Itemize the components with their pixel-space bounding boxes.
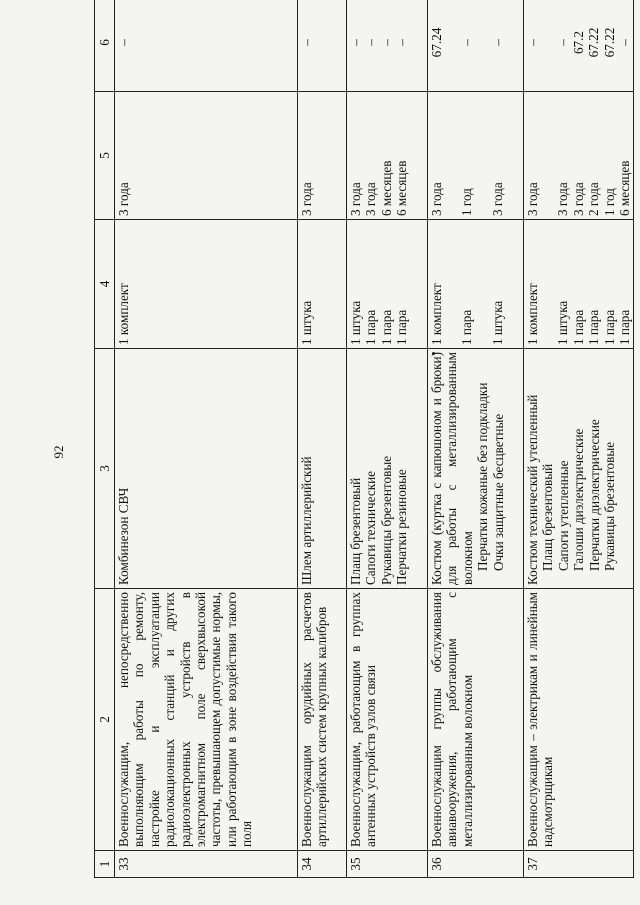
item-name: Очки защитные бесцветные bbox=[490, 413, 506, 571]
item-qty: 1 штука bbox=[348, 300, 363, 345]
item-name: Перчатки диэлектрические bbox=[586, 419, 602, 571]
item-col6: 67.2 bbox=[570, 30, 586, 55]
header-col-3: 3 bbox=[95, 349, 115, 589]
row-description: Военнослужащим, непосредственно выполняющим работы по ремонту, настройке и эксплуатации радиолокационных станций и других радиоэлектронных устройств в электромагнитном поле сверхвысокой частоты, превышающем допустимые нормы, или работающим в зоне воздействия такого поля bbox=[115, 589, 298, 851]
row-number: 36 bbox=[428, 851, 524, 878]
spacer bbox=[475, 223, 490, 345]
qty-cell bbox=[347, 220, 428, 349]
item-term: 1 год bbox=[459, 188, 475, 216]
item-col6: – bbox=[489, 39, 505, 46]
qty-cell bbox=[298, 220, 347, 349]
item-col6: – bbox=[394, 39, 410, 46]
item-term: 3 года bbox=[489, 182, 505, 216]
item-col6: 67.24 bbox=[429, 27, 444, 58]
row-description: Военнослужащим – электрикам и линейным надсмотрщикам bbox=[524, 589, 634, 851]
item-cell bbox=[115, 349, 298, 589]
table-row bbox=[428, 0, 524, 878]
term-cell bbox=[298, 92, 347, 220]
item-term: 6 месяцев bbox=[378, 160, 394, 216]
item-name: Рукавицы брезентовые bbox=[602, 441, 618, 571]
row-description: Военнослужащим орудийных расчетов артиллерийских систем крупных калибров bbox=[298, 589, 347, 851]
col6-cell bbox=[428, 0, 524, 92]
item-name: Шлем артиллерийский bbox=[299, 456, 314, 585]
item-cell bbox=[347, 349, 428, 589]
row-number: 34 bbox=[298, 851, 347, 878]
spacer bbox=[540, 95, 555, 216]
item-qty: 1 штука bbox=[489, 300, 505, 345]
item-col6: – bbox=[348, 39, 363, 46]
term-cell bbox=[428, 92, 524, 220]
item-term: 3 года bbox=[555, 182, 571, 216]
spacer bbox=[444, 95, 459, 216]
table-row bbox=[298, 0, 347, 878]
item-qty: 1 комплект bbox=[116, 283, 131, 345]
table-row bbox=[115, 0, 298, 878]
term-cell bbox=[524, 92, 634, 220]
item-name: Сапоги утепленные bbox=[555, 460, 571, 571]
item-col6: – bbox=[299, 39, 314, 46]
row-number: 37 bbox=[524, 851, 634, 878]
row-number: 35 bbox=[347, 851, 428, 878]
item-qty: 1 комплект bbox=[525, 283, 540, 345]
col6-cell bbox=[115, 0, 298, 92]
item-col6: – bbox=[459, 39, 475, 46]
item-term: 2 года bbox=[586, 182, 602, 216]
item-name: Рукавицы брезентовые bbox=[378, 455, 394, 585]
spacer bbox=[444, 0, 459, 88]
item-name: Перчатки резиновые bbox=[394, 469, 410, 585]
header-col-6: 6 bbox=[95, 0, 115, 92]
item-col6: – bbox=[378, 39, 394, 46]
item-col6: – bbox=[555, 39, 571, 46]
header-row bbox=[95, 0, 115, 878]
header-col-4: 4 bbox=[95, 220, 115, 349]
term-cell bbox=[115, 92, 298, 220]
item-col6: – bbox=[617, 39, 633, 46]
item-name: Костюм (куртка с капюшоном и брюки) для работы с металлизированным волокном bbox=[429, 352, 475, 585]
col6-cell bbox=[347, 0, 428, 92]
item-name: Костюм технический утепленный bbox=[525, 394, 540, 585]
clothing-norms-table bbox=[94, 0, 634, 878]
spacer bbox=[540, 0, 555, 88]
item-term: 6 месяцев bbox=[394, 160, 410, 216]
item-qty: 1 пара bbox=[617, 309, 633, 345]
row-description: Военнослужащим группы обслуживания авиавооружения, работающим с металлизированным волокном bbox=[428, 589, 524, 851]
term-cell bbox=[347, 92, 428, 220]
table-row bbox=[524, 0, 634, 878]
item-col6: – bbox=[116, 39, 131, 46]
qty-cell bbox=[115, 220, 298, 349]
item-term: 6 месяцев bbox=[617, 160, 633, 216]
item-name: Комбинезон СВЧ bbox=[116, 487, 131, 585]
item-qty: 1 пара bbox=[570, 309, 586, 345]
spacer bbox=[475, 0, 490, 88]
spacer bbox=[540, 223, 555, 345]
item-col6: – bbox=[363, 39, 379, 46]
header-col-5: 5 bbox=[95, 92, 115, 220]
col6-cell bbox=[524, 0, 634, 92]
page-number: 92 bbox=[51, 445, 66, 459]
item-term: 3 года bbox=[116, 182, 131, 216]
item-name: Галоши диэлектрические bbox=[571, 428, 587, 571]
item-term: 3 года bbox=[570, 182, 586, 216]
item-name: Плащ брезентовый bbox=[348, 477, 363, 585]
qty-cell bbox=[524, 220, 634, 349]
item-term: 3 года bbox=[363, 182, 379, 216]
item-qty: 1 комплект bbox=[429, 283, 444, 345]
item-qty: 1 пара bbox=[586, 309, 602, 345]
table-row bbox=[347, 0, 428, 878]
row-number: 33 bbox=[115, 851, 298, 878]
item-col6: 67.22 bbox=[601, 27, 617, 58]
spacer bbox=[444, 223, 459, 345]
header-col-2: 2 bbox=[95, 589, 115, 851]
item-name: Сапоги технические bbox=[363, 470, 379, 585]
item-term: 3 года bbox=[299, 182, 314, 216]
item-qty: 1 штука bbox=[555, 300, 571, 345]
item-qty: 1 пара bbox=[601, 309, 617, 345]
item-name: Перчатки кожаные без подкладки bbox=[475, 382, 491, 571]
header-col-1: 1 bbox=[95, 851, 115, 878]
item-term: 3 года bbox=[429, 182, 444, 216]
item-col6: 67.22 bbox=[586, 27, 602, 58]
item-qty: 1 пара bbox=[363, 309, 379, 345]
item-qty: 1 пара bbox=[394, 309, 410, 345]
item-qty: 1 пара bbox=[378, 309, 394, 345]
qty-cell bbox=[428, 220, 524, 349]
item-cell bbox=[428, 349, 524, 589]
item-term: 3 года bbox=[348, 182, 363, 216]
item-col6: – bbox=[525, 39, 540, 46]
col6-cell bbox=[298, 0, 347, 92]
item-term: 3 года bbox=[525, 182, 540, 216]
item-term: 1 год bbox=[601, 188, 617, 216]
item-cell bbox=[524, 349, 634, 589]
spacer bbox=[475, 95, 490, 216]
row-description: Военнослужащим, работающим в группах антенных устройств узлов связи bbox=[347, 589, 428, 851]
item-name: Плащ брезентовый bbox=[540, 463, 556, 571]
item-qty: 1 штука bbox=[299, 300, 314, 345]
item-cell bbox=[298, 349, 347, 589]
rotated-table-container bbox=[94, 27, 633, 878]
item-qty: 1 пара bbox=[459, 309, 475, 345]
